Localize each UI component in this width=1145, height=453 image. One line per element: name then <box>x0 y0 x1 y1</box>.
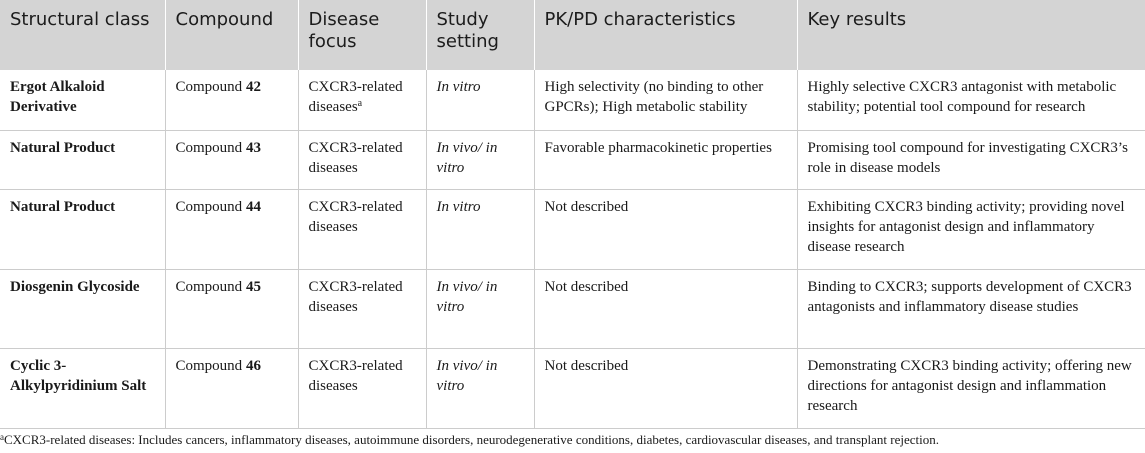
compound-cell <box>165 70 298 130</box>
pkpd-cell: Not described <box>534 189 797 269</box>
table-row <box>0 189 1145 269</box>
pkpd-cell: Not described <box>534 348 797 428</box>
disease-focus-cell: CXCR3-related diseases <box>298 348 426 428</box>
study-setting-cell: In vivo/ in vitro <box>426 130 534 189</box>
compound-cell <box>165 269 298 348</box>
structural-class-cell: Natural Product <box>0 189 165 269</box>
study-setting-cell: In vitro <box>426 189 534 269</box>
pkpd-cell: High selectivity (no binding to other GPCRs); High metabolic stability <box>534 70 797 130</box>
pkpd-cell: Not described <box>534 269 797 348</box>
footnote-text: CXCR3-related diseases: Includes cancers, inflammatory diseases, autoimmune disorders, neurodegenerative conditions, diabetes, cardiovascular diseases, and transplant rejection. <box>4 432 939 447</box>
compound-cell <box>165 130 298 189</box>
footnote-mark: a <box>357 98 363 109</box>
compound-number: 45 <box>245 278 261 295</box>
header-row <box>0 0 1145 70</box>
compound-cell <box>165 348 298 428</box>
compound-cell <box>165 189 298 269</box>
key-results-cell: Demonstrating CXCR3 binding activity; offering new directions for antagonist design and inflammation research <box>797 348 1145 428</box>
compound-prefix: Compound <box>175 198 243 215</box>
header-disease-focus: Disease focus <box>298 0 426 70</box>
header-pkpd: PK/PD characteristics <box>534 0 797 70</box>
table-row <box>0 348 1145 428</box>
study-setting-cell: In vivo/ in vitro <box>426 348 534 428</box>
table-row <box>0 269 1145 348</box>
compound-number: 43 <box>245 139 261 156</box>
key-results-cell: Exhibiting CXCR3 binding activity; providing novel insights for antagonist design and inflammatory disease research <box>797 189 1145 269</box>
study-setting-cell: In vivo/ in vitro <box>426 269 534 348</box>
compound-number: 42 <box>245 79 261 95</box>
compound-prefix: Compound <box>175 278 243 295</box>
pkpd-cell: Favorable pharmacokinetic properties <box>534 130 797 189</box>
footnote-mark: a <box>0 432 4 442</box>
header-study-setting: Study setting <box>426 0 534 70</box>
disease-focus-cell: CXCR3-related diseases <box>298 130 426 189</box>
key-results-cell: Binding to CXCR3; supports development of CXCR3 antagonists and inflammatory disease studies <box>797 269 1145 348</box>
structural-class-cell: Ergot Alkaloid Derivative <box>0 70 165 130</box>
disease-focus-cell <box>298 70 426 130</box>
table-row <box>0 70 1145 130</box>
disease-focus-cell: CXCR3-related diseases <box>298 189 426 269</box>
compound-number: 44 <box>245 198 261 215</box>
header-structural-class: Structural class <box>0 0 165 70</box>
structural-class-cell: Diosgenin Glycoside <box>0 269 165 348</box>
structural-class-cell: Cyclic 3-Alkylpyridinium Salt <box>0 348 165 428</box>
key-results-cell: Highly selective CXCR3 antagonist with metabolic stability; potential tool compound for research <box>797 70 1145 130</box>
study-setting-cell: In vitro <box>426 70 534 130</box>
compound-number: 46 <box>245 357 261 374</box>
compound-prefix: Compound <box>175 79 243 95</box>
table-footnote <box>0 432 939 448</box>
compound-prefix: Compound <box>175 139 243 156</box>
compound-prefix: Compound <box>175 357 243 374</box>
disease-focus-cell: CXCR3-related diseases <box>298 269 426 348</box>
structural-class-cell: Natural Product <box>0 130 165 189</box>
table-header <box>0 0 1145 70</box>
header-key-results: Key results <box>797 0 1145 70</box>
table-row <box>0 130 1145 189</box>
key-results-cell: Promising tool compound for investigating CXCR3’s role in disease models <box>797 130 1145 189</box>
table-body <box>0 70 1145 428</box>
disease-focus-text: CXCR3-related diseases <box>308 79 403 115</box>
header-compound: Compound <box>165 0 298 70</box>
